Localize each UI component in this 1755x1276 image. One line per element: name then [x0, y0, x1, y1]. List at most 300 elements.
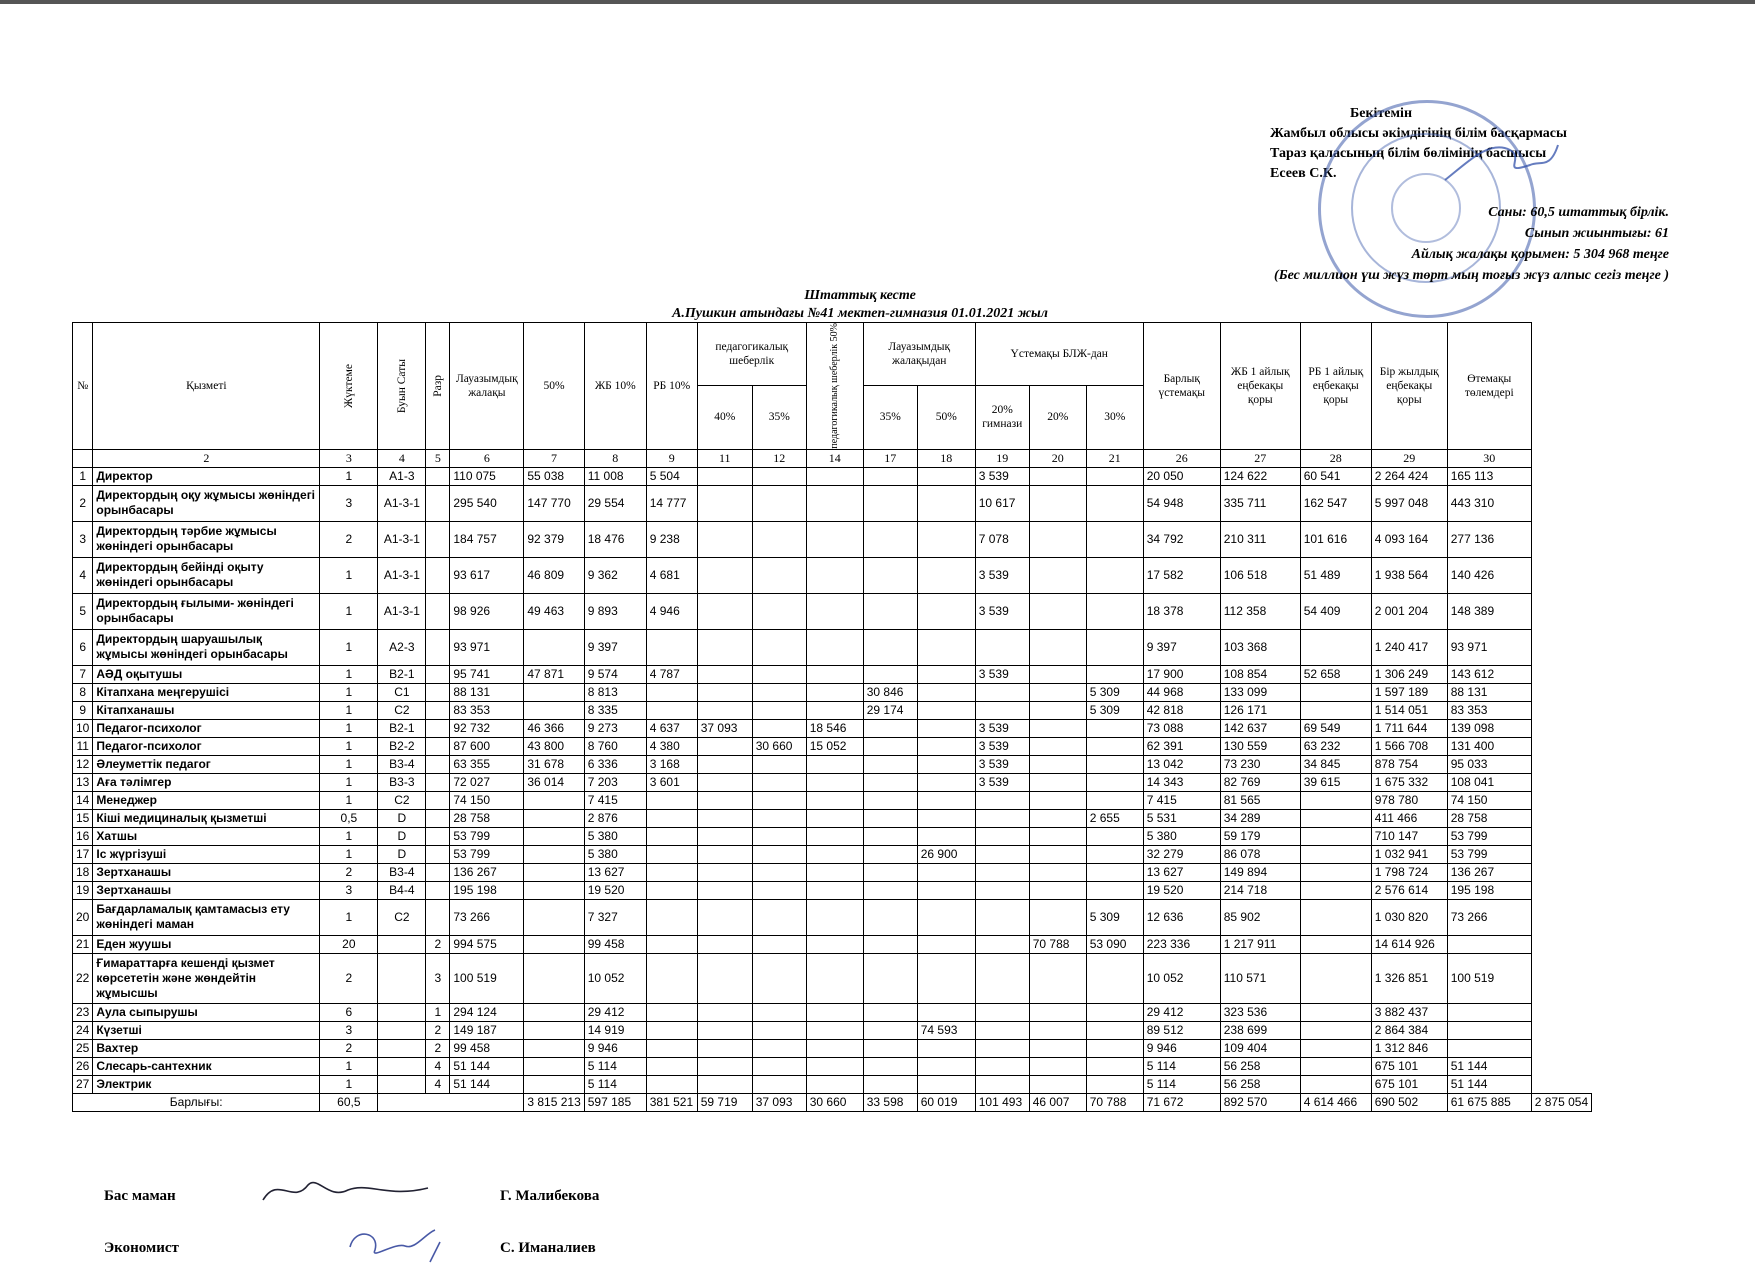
cell-value [1300, 827, 1371, 845]
row-number: 9 [73, 701, 93, 719]
cell-value [863, 1075, 917, 1093]
cell-value: В2-1 [378, 665, 426, 683]
cell-value: 106 518 [1220, 557, 1300, 593]
cell-value: 9 238 [646, 521, 697, 557]
cell-value [524, 1021, 584, 1039]
cell-value [697, 1021, 752, 1039]
cell-value: 31 678 [524, 755, 584, 773]
cell-value [752, 1039, 806, 1057]
cell-value [378, 1039, 426, 1057]
table-row [73, 773, 1592, 791]
position-name: Аула сыпырушы [93, 1003, 320, 1021]
cell-value [806, 1057, 863, 1075]
cell-value: 53 799 [1447, 845, 1531, 863]
cell-value [697, 809, 752, 827]
cell-value [697, 629, 752, 665]
column-number: 19 [975, 449, 1029, 467]
cell-value [524, 629, 584, 665]
cell-value [1029, 737, 1086, 755]
cell-value [752, 1075, 806, 1093]
header-ped-master: педагогикалық шеберлік [697, 323, 806, 386]
cell-value [646, 845, 697, 863]
cell-value: 323 536 [1220, 1003, 1300, 1021]
cell-value [1300, 863, 1371, 881]
cell-value [697, 485, 752, 521]
cell-value: 277 136 [1447, 521, 1531, 557]
cell-value: 1 [320, 593, 378, 629]
cell-value [697, 881, 752, 899]
cell-value [1300, 1075, 1371, 1093]
cell-value [806, 485, 863, 521]
cell-value [426, 557, 450, 593]
cell-value [1029, 1057, 1086, 1075]
cell-value: 81 565 [1220, 791, 1300, 809]
header-compensation: Өтемақы төлемдері [1447, 323, 1531, 450]
cell-value [917, 737, 975, 755]
row-number: 23 [73, 1003, 93, 1021]
cell-value [1086, 1039, 1143, 1057]
table-row [73, 467, 1592, 485]
cell-value [1086, 467, 1143, 485]
cell-value: 14 777 [646, 485, 697, 521]
cell-value: 1 032 941 [1371, 845, 1447, 863]
cell-value [1029, 521, 1086, 557]
table-row [73, 701, 1592, 719]
cell-value [426, 737, 450, 755]
column-number: 9 [646, 449, 697, 467]
cell-value: 34 845 [1300, 755, 1371, 773]
header-total-bonus: Барлық үстемақы [1143, 323, 1220, 450]
cell-value: 44 968 [1143, 683, 1220, 701]
cell-value [697, 701, 752, 719]
table-body [73, 449, 1592, 1111]
header-jb-monthly: ЖБ 1 айлық еңбекақы қоры [1220, 323, 1300, 450]
cell-value: 130 559 [1220, 737, 1300, 755]
cell-value: В2-2 [378, 737, 426, 755]
column-number: 30 [1447, 449, 1531, 467]
cell-value [697, 557, 752, 593]
cell-value: 28 758 [450, 809, 524, 827]
table-row [73, 899, 1592, 935]
cell-value: 139 098 [1447, 719, 1531, 737]
cell-value: 93 971 [1447, 629, 1531, 665]
cell-value: 70 788 [1029, 935, 1086, 953]
cell-value [917, 953, 975, 1003]
header-g20: 20% гимнази [975, 386, 1029, 449]
cell-value [752, 557, 806, 593]
cell-value [697, 791, 752, 809]
doc-title: Штаттық кесте [804, 288, 916, 303]
cell-value: 294 124 [450, 1003, 524, 1021]
cell-value [426, 791, 450, 809]
header-no: № [73, 323, 93, 450]
cell-value: 3 539 [975, 467, 1029, 485]
cell-value: 3 539 [975, 719, 1029, 737]
cell-value: В3-4 [378, 863, 426, 881]
cell-value: 72 027 [450, 773, 524, 791]
cell-value: 53 799 [450, 827, 524, 845]
cell-value [697, 1057, 752, 1075]
cell-value: 1 [320, 899, 378, 935]
cell-value: 69 549 [1300, 719, 1371, 737]
cell-value: 13 627 [584, 863, 646, 881]
cell-value [975, 791, 1029, 809]
position-name: Хатшы [93, 827, 320, 845]
cell-value [378, 1003, 426, 1021]
cell-value [378, 935, 426, 953]
cell-value [752, 683, 806, 701]
cell-value: 5 114 [584, 1057, 646, 1075]
cell-value [1086, 755, 1143, 773]
cell-value: 5 309 [1086, 701, 1143, 719]
cell-value [1029, 557, 1086, 593]
signature-role-2: Экономист [104, 1240, 179, 1256]
cell-value: 7 415 [1143, 791, 1220, 809]
position-name: Кітапханашы [93, 701, 320, 719]
position-name: Вахтер [93, 1039, 320, 1057]
totals-value: 61 675 885 [1447, 1093, 1531, 1111]
cell-value [1300, 629, 1371, 665]
position-name: Әлеуметтік педагог [93, 755, 320, 773]
cell-value: 5 114 [1143, 1057, 1220, 1075]
cell-value: 1 [320, 827, 378, 845]
cell-value: 5 309 [1086, 899, 1143, 935]
cell-value: 140 426 [1447, 557, 1531, 593]
cell-value: 9 273 [584, 719, 646, 737]
cell-value [917, 935, 975, 953]
cell-value [752, 665, 806, 683]
header-load: Жүктеме [320, 323, 378, 450]
cell-value: 1 [320, 773, 378, 791]
cell-value [697, 521, 752, 557]
cell-value: 1 566 708 [1371, 737, 1447, 755]
cell-value: 1 514 051 [1371, 701, 1447, 719]
cell-value [697, 845, 752, 863]
cell-value: 99 458 [584, 935, 646, 953]
cell-value [1300, 953, 1371, 1003]
cell-value [524, 809, 584, 827]
column-number: 3 [320, 449, 378, 467]
column-number-row [73, 449, 1592, 467]
signature-2-icon [340, 1222, 450, 1264]
cell-value [1447, 1039, 1531, 1057]
cell-value: С2 [378, 791, 426, 809]
cell-value: А1-3 [378, 467, 426, 485]
header-position: Қызметі [93, 323, 320, 450]
cell-value [752, 467, 806, 485]
cell-value: 2 [426, 935, 450, 953]
totals-value: 60,5 [320, 1093, 378, 1111]
cell-value: 143 612 [1447, 665, 1531, 683]
cell-value: 2 [320, 953, 378, 1003]
totals-row [73, 1093, 1592, 1111]
cell-value [975, 1057, 1029, 1075]
cell-value [806, 755, 863, 773]
cell-value: 18 476 [584, 521, 646, 557]
cell-value: 978 780 [1371, 791, 1447, 809]
cell-value [863, 791, 917, 809]
position-name: Менеджер [93, 791, 320, 809]
cell-value: 95 033 [1447, 755, 1531, 773]
cell-value: 2 264 424 [1371, 467, 1447, 485]
row-number: 8 [73, 683, 93, 701]
cell-value: 1 938 564 [1371, 557, 1447, 593]
cell-value: 4 [426, 1075, 450, 1093]
cell-value [1086, 845, 1143, 863]
cell-value [806, 557, 863, 593]
cell-value: 3 539 [975, 593, 1029, 629]
cell-value: 3 539 [975, 737, 1029, 755]
cell-value: 148 389 [1447, 593, 1531, 629]
cell-value [1300, 1039, 1371, 1057]
cell-value [1029, 953, 1086, 1003]
totals-value: 381 521 [646, 1093, 697, 1111]
cell-value [806, 773, 863, 791]
cell-value: 1 [320, 719, 378, 737]
cell-value [1029, 593, 1086, 629]
cell-value: 2 [320, 863, 378, 881]
cell-value [806, 1075, 863, 1093]
cell-value [975, 827, 1029, 845]
cell-value: 136 267 [1447, 863, 1531, 881]
cell-value [524, 953, 584, 1003]
cell-value: 51 144 [1447, 1057, 1531, 1075]
row-number: 13 [73, 773, 93, 791]
column-number: 12 [752, 449, 806, 467]
cell-value: 8 760 [584, 737, 646, 755]
cell-value [917, 881, 975, 899]
cell-value [752, 809, 806, 827]
position-name: Кітапхана меңгерушісі [93, 683, 320, 701]
summary-block [1274, 202, 1669, 286]
cell-value [697, 1003, 752, 1021]
position-name: Ғимараттарға кешенді қызмет көрсететін және жөндейтін жұмысшы [93, 953, 320, 1003]
cell-value [426, 701, 450, 719]
cell-value: 3 539 [975, 557, 1029, 593]
cell-value [975, 629, 1029, 665]
cell-value [975, 701, 1029, 719]
cell-value [426, 863, 450, 881]
approval-line-1: Бекітемін [1350, 106, 1413, 121]
cell-value [1447, 1003, 1531, 1021]
table-row [73, 881, 1592, 899]
cell-value: 2 576 614 [1371, 881, 1447, 899]
cell-value [1300, 1021, 1371, 1039]
signature-1-icon [258, 1170, 438, 1210]
signature-role-1: Бас маман [104, 1188, 176, 1204]
cell-value [1029, 881, 1086, 899]
director-signature-icon [1440, 130, 1560, 200]
header-50: 50% [524, 323, 584, 450]
cell-value [697, 593, 752, 629]
table-row [73, 791, 1592, 809]
cell-value [697, 467, 752, 485]
cell-value [752, 629, 806, 665]
cell-value: 12 636 [1143, 899, 1220, 935]
cell-value [863, 809, 917, 827]
cell-value: 28 758 [1447, 809, 1531, 827]
cell-value: 51 144 [450, 1057, 524, 1075]
row-number: 26 [73, 1057, 93, 1075]
cell-value [646, 881, 697, 899]
cell-value: 13 627 [1143, 863, 1220, 881]
cell-value: 92 732 [450, 719, 524, 737]
cell-value [806, 1003, 863, 1021]
cell-value: 1 312 846 [1371, 1039, 1447, 1057]
cell-value [806, 935, 863, 953]
cell-value: 131 400 [1447, 737, 1531, 755]
cell-value: В3-3 [378, 773, 426, 791]
cell-value: 1 597 189 [1371, 683, 1447, 701]
position-name: Директордың ғылыми- жөніндегі орынбасары [93, 593, 320, 629]
cell-value: 83 353 [1447, 701, 1531, 719]
table-row [73, 1075, 1592, 1093]
cell-value: 6 336 [584, 755, 646, 773]
cell-value [975, 683, 1029, 701]
cell-value [1086, 485, 1143, 521]
cell-value: 14 343 [1143, 773, 1220, 791]
cell-value: 147 770 [524, 485, 584, 521]
cell-value [426, 683, 450, 701]
row-number: 27 [73, 1075, 93, 1093]
cell-value: 88 131 [1447, 683, 1531, 701]
totals-value: 37 093 [752, 1093, 806, 1111]
cell-value [1029, 485, 1086, 521]
cell-value: 3 [426, 953, 450, 1003]
totals-value: 690 502 [1371, 1093, 1447, 1111]
cell-value [524, 935, 584, 953]
cell-value [697, 737, 752, 755]
cell-value [917, 719, 975, 737]
cell-value [1029, 845, 1086, 863]
cell-value [863, 1021, 917, 1039]
table-row [73, 863, 1592, 881]
cell-value [863, 665, 917, 683]
cell-value: 295 540 [450, 485, 524, 521]
cell-value: 4 787 [646, 665, 697, 683]
table-row [73, 557, 1592, 593]
cell-value: 18 378 [1143, 593, 1220, 629]
cell-value: 1 217 911 [1220, 935, 1300, 953]
header-ps35: 35% [863, 386, 917, 449]
cell-value [646, 1021, 697, 1039]
cell-value [863, 719, 917, 737]
cell-value [863, 467, 917, 485]
approval-line-4: Есеев С.К. [1270, 166, 1337, 181]
position-name: Бағдарламалық қамтамасыз ету жөніндегі маман [93, 899, 320, 935]
cell-value [646, 1075, 697, 1093]
cell-value: С1 [378, 683, 426, 701]
cell-value [378, 1057, 426, 1075]
cell-value: 4 681 [646, 557, 697, 593]
row-number: 19 [73, 881, 93, 899]
cell-value: 26 900 [917, 845, 975, 863]
cell-value: 4 380 [646, 737, 697, 755]
totals-value: 4 614 466 [1300, 1093, 1371, 1111]
table-row [73, 593, 1592, 629]
cell-value: 108 041 [1447, 773, 1531, 791]
row-number: 17 [73, 845, 93, 863]
cell-value [752, 593, 806, 629]
row-number: 16 [73, 827, 93, 845]
table-row [73, 953, 1592, 1003]
cell-value [917, 665, 975, 683]
cell-value: 43 800 [524, 737, 584, 755]
column-number: 27 [1220, 449, 1300, 467]
cell-value [524, 863, 584, 881]
cell-value: 1 [320, 629, 378, 665]
cell-value [426, 665, 450, 683]
cell-value [524, 881, 584, 899]
cell-value [752, 791, 806, 809]
cell-value: 37 093 [697, 719, 752, 737]
cell-value: 29 174 [863, 701, 917, 719]
cell-value [863, 737, 917, 755]
cell-value: 30 846 [863, 683, 917, 701]
cell-value: 34 289 [1220, 809, 1300, 827]
cell-value [917, 485, 975, 521]
totals-value: 46 007 [1029, 1093, 1086, 1111]
cell-value [426, 485, 450, 521]
cell-value: 3 539 [975, 665, 1029, 683]
cell-value [863, 755, 917, 773]
cell-value: 93 617 [450, 557, 524, 593]
cell-value [1029, 1003, 1086, 1021]
cell-value [1300, 683, 1371, 701]
cell-value [1300, 701, 1371, 719]
cell-value: 13 042 [1143, 755, 1220, 773]
cell-value [917, 629, 975, 665]
cell-value [975, 953, 1029, 1003]
cell-value [1029, 665, 1086, 683]
cell-value: 1 [320, 683, 378, 701]
column-number: 20 [1029, 449, 1086, 467]
cell-value: 1 711 644 [1371, 719, 1447, 737]
cell-value [524, 791, 584, 809]
cell-value: 4 [426, 1057, 450, 1075]
position-name: Электрик [93, 1075, 320, 1093]
cell-value: 4 093 164 [1371, 521, 1447, 557]
header-annual: Бір жылдық еңбекақы қоры [1371, 323, 1447, 450]
cell-value: 42 818 [1143, 701, 1220, 719]
cell-value: 124 622 [1220, 467, 1300, 485]
cell-value: 89 512 [1143, 1021, 1220, 1039]
cell-value: 74 593 [917, 1021, 975, 1039]
cell-value: 15 052 [806, 737, 863, 755]
cell-value [524, 1075, 584, 1093]
cell-value [975, 1039, 1029, 1057]
cell-value: 46 366 [524, 719, 584, 737]
cell-value [863, 521, 917, 557]
position-name: Директордың шаруашылық жұмысы жөніндегі орынбасары [93, 629, 320, 665]
cell-value: 73 088 [1143, 719, 1220, 737]
cell-value [975, 863, 1029, 881]
header-salary: Лауазымдық жалақы [450, 323, 524, 450]
cell-value: 5 114 [584, 1075, 646, 1093]
header-position-salary: Лауазымдық жалақыдан [863, 323, 975, 386]
cell-value [697, 1075, 752, 1093]
cell-value [697, 953, 752, 1003]
cell-value [646, 683, 697, 701]
cell-value [1029, 701, 1086, 719]
cell-value: 675 101 [1371, 1057, 1447, 1075]
position-name: Аға тәлімгер [93, 773, 320, 791]
position-name: Іс жүргізуші [93, 845, 320, 863]
cell-value [378, 1075, 426, 1093]
cell-value: 7 078 [975, 521, 1029, 557]
position-name: Күзетші [93, 1021, 320, 1039]
cell-value: 142 637 [1220, 719, 1300, 737]
